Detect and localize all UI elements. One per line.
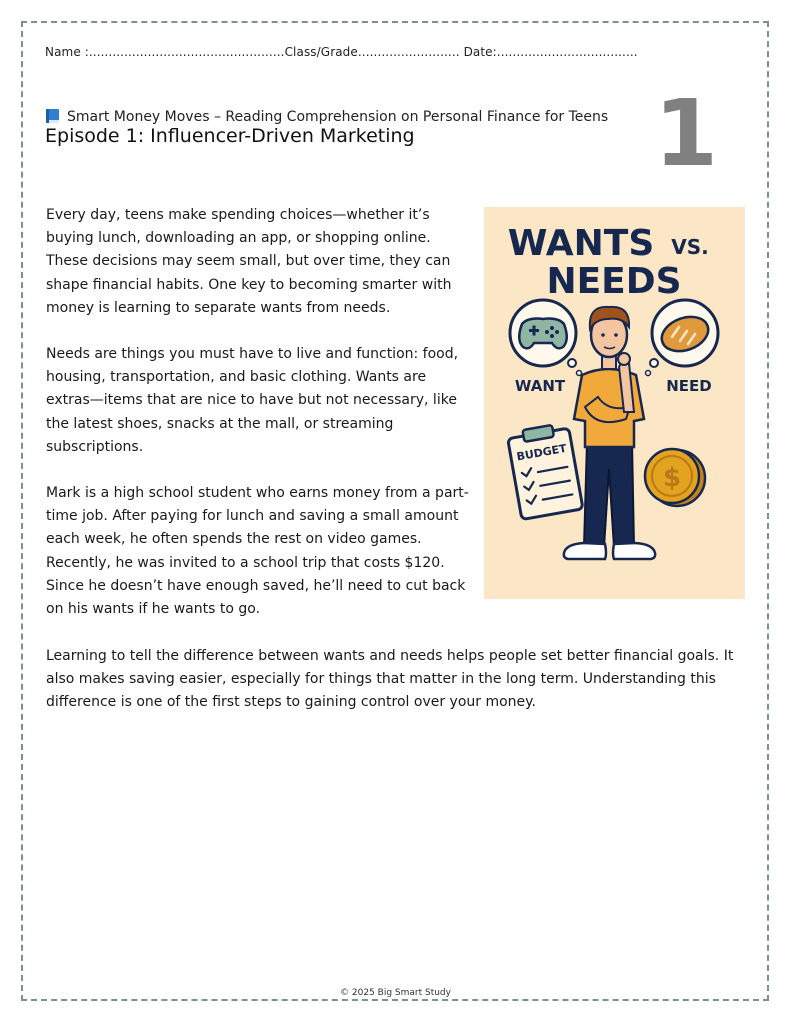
- coin-icon: [645, 449, 705, 506]
- need-label: NEED: [666, 377, 712, 395]
- paragraph-intro: Every day, teens make spending choices—whether it’s buying lunch, downloading an app, or shopping online. These decisions may seem small, but over time, they can shape financial habits. One key to becoming smarter with money is learning to separate wants from needs.: [46, 207, 452, 316]
- clipboard-label: BUDGET: [515, 441, 568, 464]
- student-info-line: Name :..................................................Class/Grade.......................... Date:....................................: [45, 45, 638, 59]
- series-title: [45, 108, 608, 125]
- want-label: WANT: [514, 377, 566, 395]
- footer-copyright: © 2025 Big Smart Study: [340, 988, 451, 998]
- blue-book-icon: [45, 108, 60, 124]
- episode-title: Episode 1: Influencer-Driven Marketing: [45, 125, 415, 147]
- coin-symbol: $: [662, 463, 682, 493]
- wants-vs-needs-illustration: [484, 207, 745, 599]
- series-title-text: Smart Money Moves – Reading Comprehension on Personal Finance for Teens: [67, 109, 609, 125]
- heading-vs: VS.: [671, 235, 709, 259]
- paragraph-conclusion: Learning to tell the difference between wants and needs helps people set better financial goals. It also makes saving easier, especially for things that matter in the long term. Understanding this difference is one of the first steps to gaining control over your money.: [46, 648, 734, 711]
- paragraph-needs-wants: Needs are things you must have to live and function: food, housing, transportation, and basic clothing. Wants are extras—items that are nice to have but not necessary, like the latest shoes, snacks at the mall, or streaming subscriptions.: [46, 346, 459, 455]
- heading-needs: NEEDS: [546, 261, 682, 302]
- paragraph-mark-story: Mark is a high school student who earns money from a part-time job. After paying for lunch and saving a small amount each week, he often spends the rest on video games. Recently, he was invited to a school trip that costs $120. Since he doesn’t have enough saved, he’ll need to cut back on his wants if he wants to go.: [46, 485, 469, 618]
- heading-wants: WANTS: [507, 223, 655, 264]
- episode-number: 1: [654, 80, 719, 187]
- clipboard-icon: [507, 422, 583, 519]
